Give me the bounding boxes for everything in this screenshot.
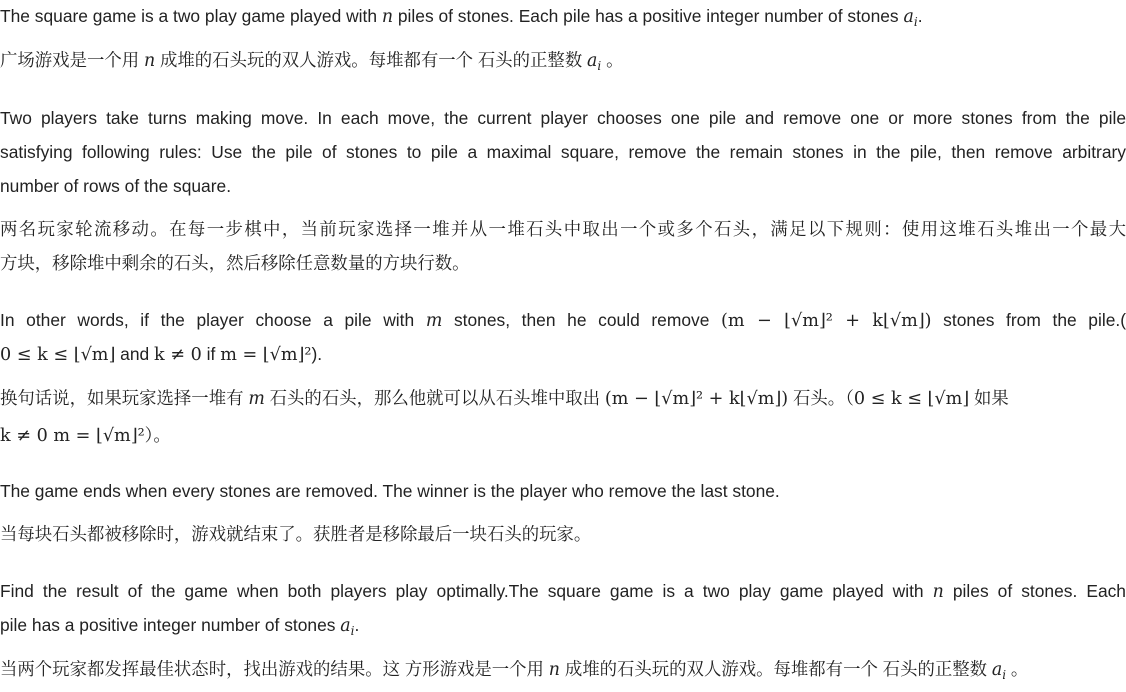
text: 方块，移除堆中剩余的石头，然后移除任意数量的方块行数。 (0, 253, 470, 273)
text: and (115, 344, 155, 364)
math-m: m (248, 389, 265, 409)
math-condition: 0 ≤ k ≤ ⌊√m⌋ (853, 389, 970, 409)
text: pile has a positive integer number of stones (0, 615, 341, 635)
text: piles of stones. Each pile has a positive integer number of stones (393, 6, 904, 26)
text: 换句话说，如果玩家选择一堆有 (0, 388, 249, 408)
formula-paragraph-zh-line1 (0, 381, 1126, 416)
end-paragraph-en (0, 474, 1126, 508)
text: stones, then he could remove (453, 310, 722, 330)
math-n: n (381, 7, 394, 27)
intro-paragraph-zh (0, 43, 1126, 83)
text: 如果 (969, 388, 1009, 408)
text: In other words, if the player choose a pile with (0, 310, 426, 330)
math-subscript-i: i (1002, 668, 1007, 682)
math-subscript-i: i (597, 59, 602, 73)
text: 成堆的石头玩的双人游戏。每堆都有一个 石头的正整数 (559, 659, 992, 679)
math-condition: k ≠ 0 m = ⌊√m⌋² (0, 426, 145, 446)
text: 石头。（ (788, 388, 854, 408)
text: . (917, 6, 923, 26)
formula-paragraph-en-line2 (0, 337, 1126, 372)
text: The game ends when every stones are removed. The winner is the player who remove the last stone. (0, 481, 780, 501)
text: stones from the pile.( (943, 310, 1126, 330)
result-paragraph-zh (0, 652, 1126, 692)
text: 石头的石头，那么他就可以从石头堆中取出 (264, 388, 605, 408)
text: 两名玩家轮流移动。在每一步棋中，当前玩家选择一堆并从一堆石头中取出一个或多个石头，满足以下规则：使用这堆石头堆出一个最大 (0, 219, 1126, 239)
end-paragraph-zh (0, 517, 1126, 551)
text: The square game is a two play game played with (0, 6, 382, 26)
math-condition: 0 ≤ k ≤ ⌊√m⌋ (0, 345, 116, 365)
math-n: n (143, 51, 156, 71)
rules-paragraph-zh-line1 (0, 212, 1126, 246)
rules-paragraph-en-line1 (0, 101, 1126, 135)
math-a: a (587, 51, 598, 71)
text: 当两个玩家都发挥最佳状态时，找出游戏的结果。这 方形游戏是一个用 (0, 659, 549, 679)
rules-paragraph-en-line2 (0, 135, 1126, 169)
math-n: n (932, 582, 944, 602)
math-n: n (548, 660, 560, 680)
math-subscript-i: i (350, 624, 355, 638)
text: 成堆的石头玩的双人游戏。每堆都有一个 石头的正整数 (155, 50, 588, 70)
text: if (201, 344, 221, 364)
math-formula: (m − ⌊√m⌋² + k⌊√m⌋) (604, 389, 789, 409)
text: 。 (1006, 659, 1029, 679)
rules-paragraph-zh-line2 (0, 246, 1126, 280)
result-paragraph-en-line2 (0, 608, 1126, 648)
formula-paragraph-en-line1 (0, 303, 1126, 338)
rules-paragraph-en-line3 (0, 169, 1126, 203)
formula-paragraph-zh-line2 (0, 418, 1126, 453)
result-paragraph-en-line1 (0, 574, 1126, 609)
text: ). (311, 344, 323, 364)
text: Find the result of the game when both players play optimally.The square game is a two play game played with (0, 581, 933, 601)
intro-paragraph-en (0, 0, 1126, 39)
text: 。 (601, 50, 624, 70)
text: ）。 (144, 425, 171, 445)
text: 广场游戏是一个用 (0, 50, 144, 70)
text: 当每块石头都被移除时，游戏就结束了。获胜者是移除最后一块石头的玩家。 (0, 524, 592, 544)
math-m: m (425, 311, 443, 331)
math-a: a (340, 616, 351, 636)
math-condition: k ≠ 0 (154, 345, 202, 365)
text: Two players take turns making move. In each move, the current player chooses one pile and remove one or more stones from the pile (0, 108, 1126, 128)
text: piles of stones. Each (952, 581, 1126, 601)
text: satisfying following rules: Use the pile of stones to pile a maximal square, remove the remain stones in the pile, then remove arbitrary (0, 142, 1126, 162)
text: . (354, 615, 360, 635)
math-a: a (991, 660, 1003, 680)
math-condition: m = ⌊√m⌋² (220, 345, 312, 365)
text: number of rows of the square. (0, 176, 232, 196)
math-subscript-i: i (913, 15, 918, 29)
math-a: a (903, 7, 914, 27)
math-formula: (m − ⌊√m⌋² + k⌊√m⌋) (721, 311, 932, 331)
